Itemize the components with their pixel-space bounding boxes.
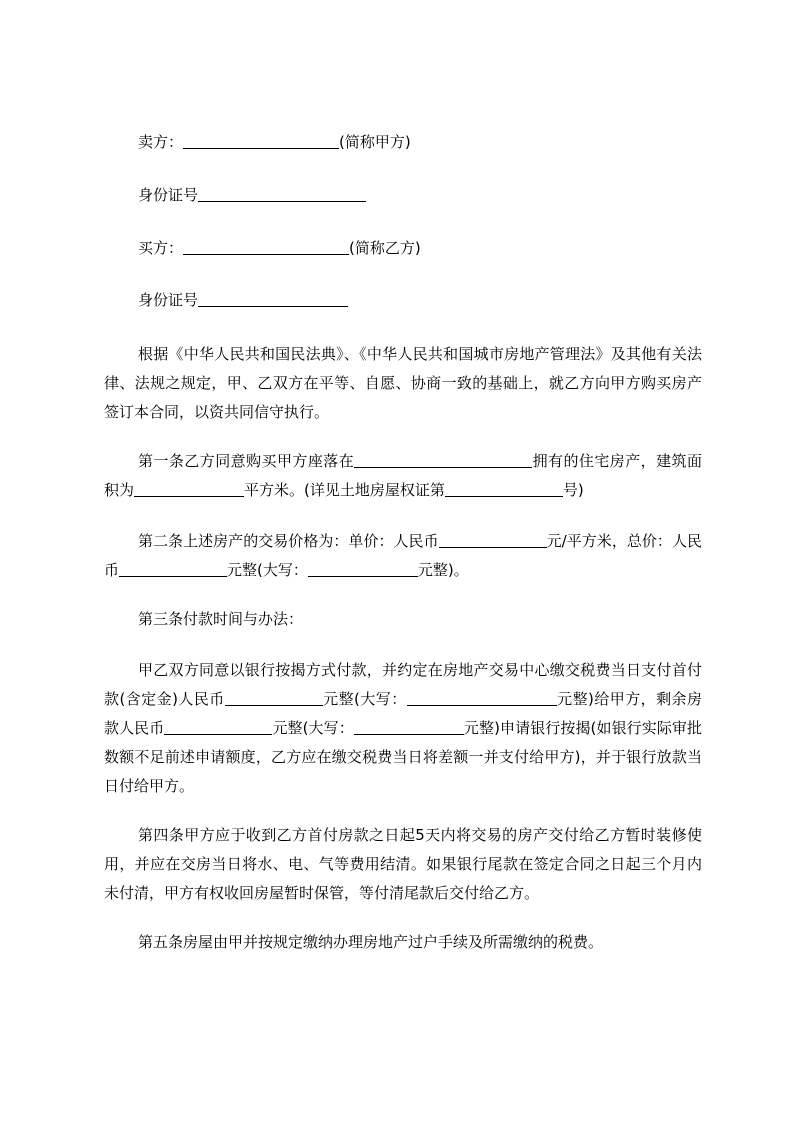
article-5: 第五条房屋由甲并按规定缴纳办理房地产过户手续及所需缴纳的税费。 <box>138 933 604 951</box>
buyer-suffix: (简称乙方) <box>349 239 421 257</box>
article-1-text-2: 拥有的住宅房产，建筑面积为 <box>104 452 702 499</box>
payment-text-2: 元整(大写： <box>322 690 407 708</box>
article-2-text-1: 第二条上述房产的交易价格为：单价：人民币 <box>138 532 439 550</box>
article-1 <box>104 447 702 505</box>
article-2-text-4: 元整)。 <box>417 561 469 579</box>
total-price-blank[interactable] <box>119 562 227 577</box>
seller-id-blank[interactable] <box>198 187 366 202</box>
buyer-line <box>138 238 421 258</box>
buyer-name-blank[interactable] <box>183 240 349 255</box>
article-4: 第四条甲方应于收到乙方首付房款之日起5天内将交易的房产交付给乙方暂时装修使用，并应在交房当日将水、电、气等费用结清。如果银行尾款在签定合同之日起三个月内未付清，甲方有权收回房屋暂时保管，等付清尾款后交付给乙方。 <box>104 826 702 902</box>
article-2-text-2: 元/平方米，总价：人民币 <box>104 532 702 579</box>
seller-line <box>138 132 411 152</box>
remaining-payment-words-blank[interactable] <box>354 720 464 735</box>
payment-text-3: 元整)给甲方，剩余房款人民币 <box>104 690 702 737</box>
down-payment-words-blank[interactable] <box>407 691 557 706</box>
article-1-text-3: 平方米。(详见土地房屋权证第 <box>244 481 445 499</box>
unit-price-blank[interactable] <box>439 533 547 548</box>
payment-text-4: 元整(大写： <box>272 719 354 737</box>
buyer-id-label: 身份证号 <box>138 291 199 309</box>
article-3-title: 第三条付款时间与办法： <box>138 610 304 628</box>
down-payment-blank[interactable] <box>225 691 323 706</box>
payment-text-1: 甲乙双方同意以银行按揭方式付款，并约定在房地产交易中心缴交税费当日支付首付款(含定金)人民币 <box>104 661 702 708</box>
seller-id-label: 身份证号 <box>138 186 199 204</box>
seller-label: 卖方： <box>138 133 184 151</box>
seller-id-line <box>138 185 366 205</box>
article-2-text-3: 元整(大写： <box>227 561 308 579</box>
article-1-text-1: 第一条乙方同意购买甲方座落在 <box>138 452 355 470</box>
article-1-text-4: 号) <box>562 481 584 499</box>
article-2 <box>104 527 702 585</box>
buyer-id-line <box>138 290 348 310</box>
intro-paragraph: 根据《中华人民共和国民法典》、《中华人民共和国城市房地产管理法》及其他有关法律、法规之规定，甲、乙双方在平等、自愿、协商一致的基础上，就乙方向甲方购买房产签订本合同，以资共同信守执行。 <box>104 345 702 421</box>
property-location-blank[interactable] <box>354 453 532 468</box>
remaining-payment-blank[interactable] <box>164 720 272 735</box>
buyer-label: 买方： <box>138 239 184 257</box>
payment-text-5: 元整)申请银行按揭(如银行实际审批数额不足前述申请额度，乙方应在缴交税费当日将差额一并支付给甲方)，并于银行放款当日付给甲方。 <box>104 719 702 795</box>
buyer-id-blank[interactable] <box>198 292 348 307</box>
seller-suffix: (简称甲方) <box>339 133 411 151</box>
floor-area-blank[interactable] <box>134 482 244 497</box>
seller-name-blank[interactable] <box>183 134 339 149</box>
payment-paragraph <box>104 656 702 801</box>
total-price-words-blank[interactable] <box>308 562 418 577</box>
certificate-number-blank[interactable] <box>445 482 563 497</box>
